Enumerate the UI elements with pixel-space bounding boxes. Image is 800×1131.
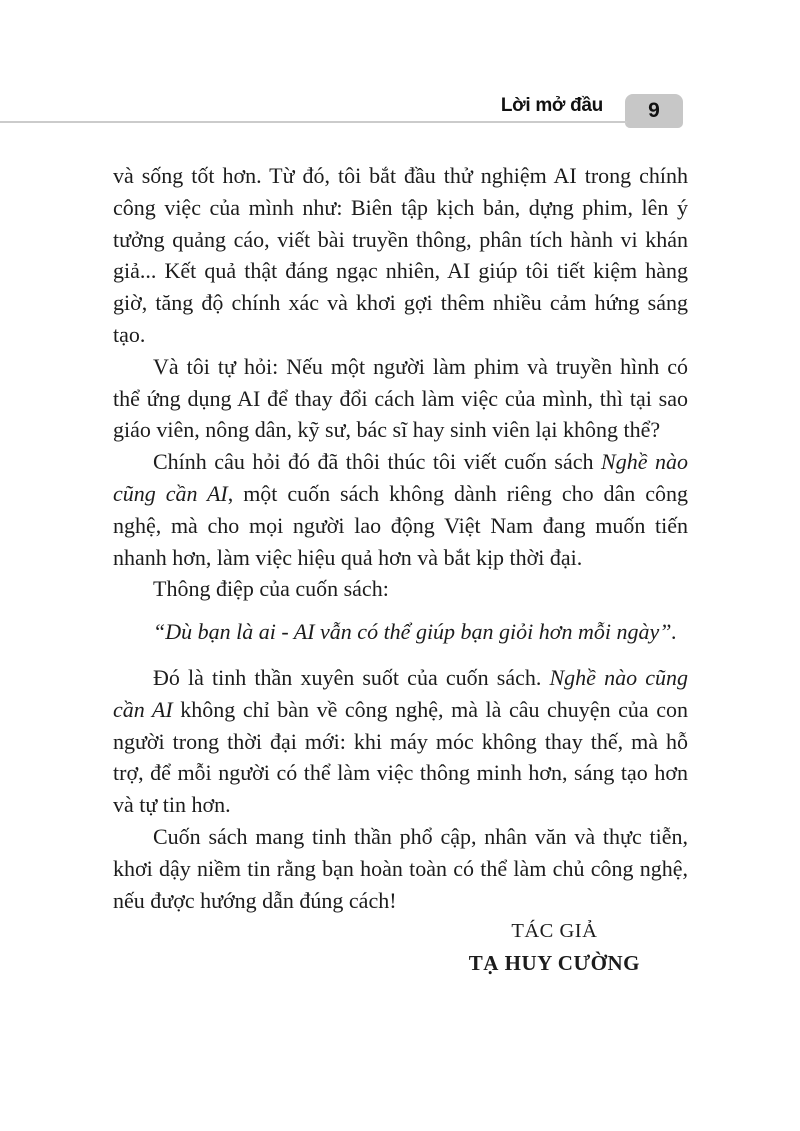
paragraph: Đó là tinh thần xuyên suốt của cuốn sách. Nghề nào cũng cần AI không chỉ bàn về công nghệ, mà là câu chuyện của con người trong thời đại mới: khi máy móc không thay thế, mà hỗ trợ, để mỗi người có thể làm việc thông minh hơn, sáng tạo hơn và tự tin hơn. bbox=[113, 664, 688, 818]
author-label: TÁC GIẢ bbox=[511, 920, 598, 943]
page-content bbox=[113, 160, 688, 980]
section-title: Lời mở đầu bbox=[500, 95, 603, 116]
paragraph: Và tôi tự hỏi: Nếu một người làm phim và truyền hình có thể ứng dụng AI để thay đổi cách làm việc của mình, thì tại sao giáo viên, nông dân, kỹ sư, bác sĩ hay sinh viên lại không thể? bbox=[113, 353, 688, 443]
page-number-badge bbox=[625, 94, 683, 128]
signature-block bbox=[469, 916, 640, 980]
body-text bbox=[113, 160, 688, 916]
paragraph: Thông điệp của cuốn sách: bbox=[153, 576, 389, 602]
paragraph: Cuốn sách mang tinh thần phổ cập, nhân văn và thực tiễn, khơi dậy niềm tin rằng bạn hoàn toàn có thể làm chủ công nghệ, nếu được hướng dẫn đúng cách! bbox=[113, 823, 688, 913]
header-rule bbox=[0, 121, 627, 123]
page-number: 9 bbox=[648, 99, 660, 122]
paragraph: và sống tốt hơn. Từ đó, tôi bắt đầu thử nghiệm AI trong chính công việc của mình như: Biên tập kịch bản, dựng phim, lên ý tưởng quảng cáo, viết bài truyền thông, phân tích hành vi khán giả... Kết quả thật đáng ngạc nhiên, AI giúp tôi tiết kiệm hàng giờ, tăng độ chính xác và khơi gợi thêm nhiều cảm hứng sáng tạo. bbox=[113, 163, 688, 347]
paragraph: Chính câu hỏi đó đã thôi thúc tôi viết cuốn sách Nghề nào cũng cần AI, một cuốn sách không dành riêng cho dân công nghệ, mà cho mọi người lao động Việt Nam đang muốn tiến nhanh hơn, làm việc hiệu quả hơn và bắt kịp thời đại. bbox=[113, 449, 688, 570]
quote-paragraph: “Dù bạn là ai - AI vẫn có thể giúp bạn giỏi hơn mỗi ngày”. bbox=[153, 619, 678, 645]
author-name: TẠ HUY CƯỜNG bbox=[468, 951, 640, 976]
